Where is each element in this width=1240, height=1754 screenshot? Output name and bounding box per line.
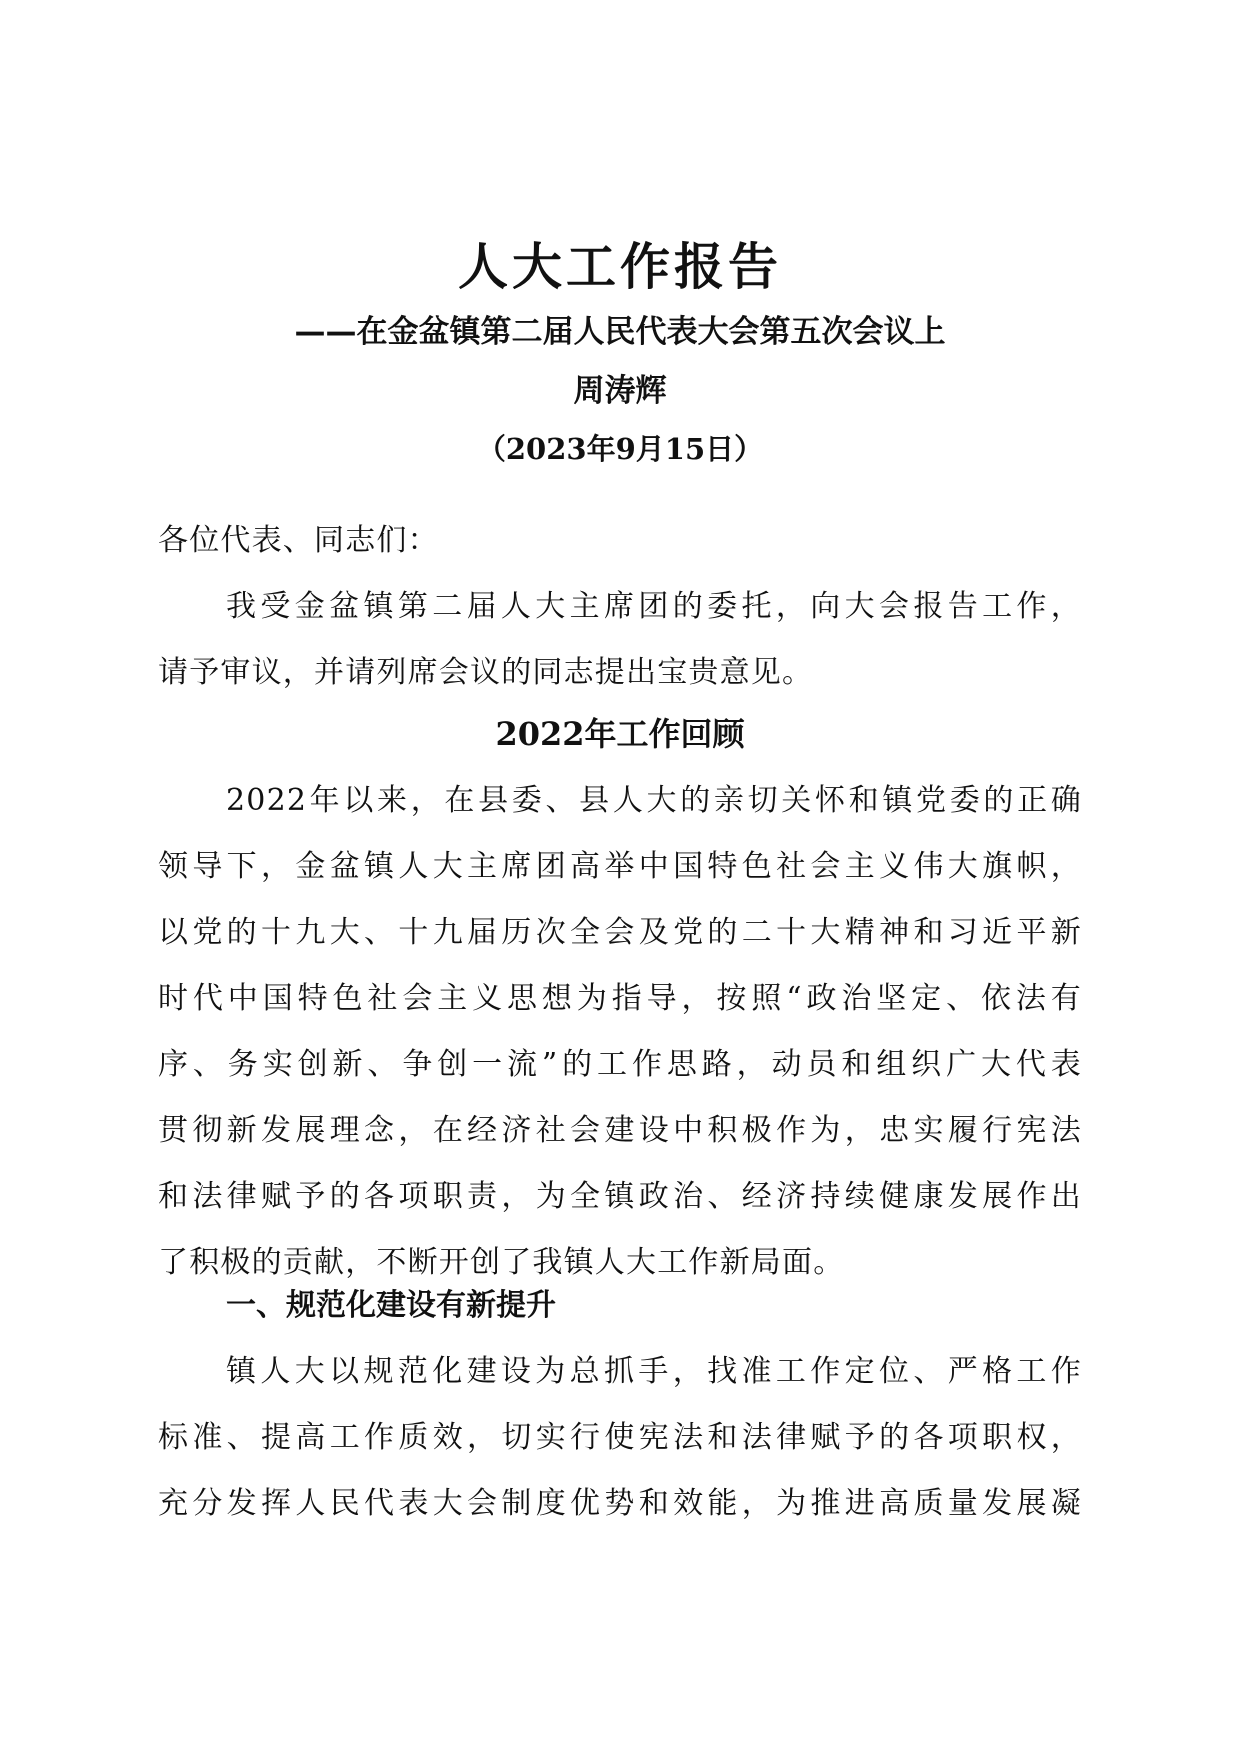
paragraph-line: 了积极的贡献，不断开创了我镇人大工作新局面。 — [158, 1245, 845, 1280]
paragraph-line: 领导下，金盆镇人大主席团高举中国特色社会主义伟大旗帜， — [158, 849, 1082, 884]
report-subtitle: ——在金盆镇第二届人民代表大会第五次会议上 — [294, 314, 946, 350]
paragraph-line: 充分发挥人民代表大会制度优势和效能，为推进高质量发展凝 — [158, 1486, 1082, 1521]
report-author: 周涛辉 — [573, 373, 667, 409]
section-heading: 2022年工作回顾 — [495, 715, 745, 753]
paragraph-line: 和法律赋予的各项职责，为全镇政治、经济持续健康发展作出 — [158, 1179, 1082, 1214]
subsection-heading: 一、规范化建设有新提升 — [226, 1288, 556, 1323]
paragraph-line: 时代中国特色社会主义思想为指导，按照“政治坚定、依法有 — [158, 981, 1082, 1016]
paragraph-line: 序、务实创新、争创一流”的工作思路，动员和组织广大代表 — [158, 1047, 1082, 1082]
intro-line: 我受金盆镇第二届人大主席团的委托，向大会报告工作， — [226, 589, 1082, 624]
intro-line: 请予审议，并请列席会议的同志提出宝贵意见。 — [158, 655, 814, 690]
paragraph-line: 贯彻新发展理念，在经济社会建设中积极作为，忠实履行宪法 — [158, 1113, 1082, 1148]
paragraph-line: 标准、提高工作质效，切实行使宪法和法律赋予的各项职权， — [158, 1420, 1082, 1455]
paragraph-line: 2022年以来，在县委、县人大的亲切关怀和镇党委的正确 — [226, 783, 1082, 818]
report-date: （2023年9月15日） — [476, 432, 764, 466]
report-title: 人大工作报告 — [458, 237, 782, 296]
paragraph-line: 以党的十九大、十九届历次全会及党的二十大精神和习近平新 — [158, 915, 1082, 950]
paragraph-line: 镇人大以规范化建设为总抓手，找准工作定位、严格工作 — [226, 1354, 1082, 1389]
salutation: 各位代表、同志们： — [158, 523, 439, 558]
